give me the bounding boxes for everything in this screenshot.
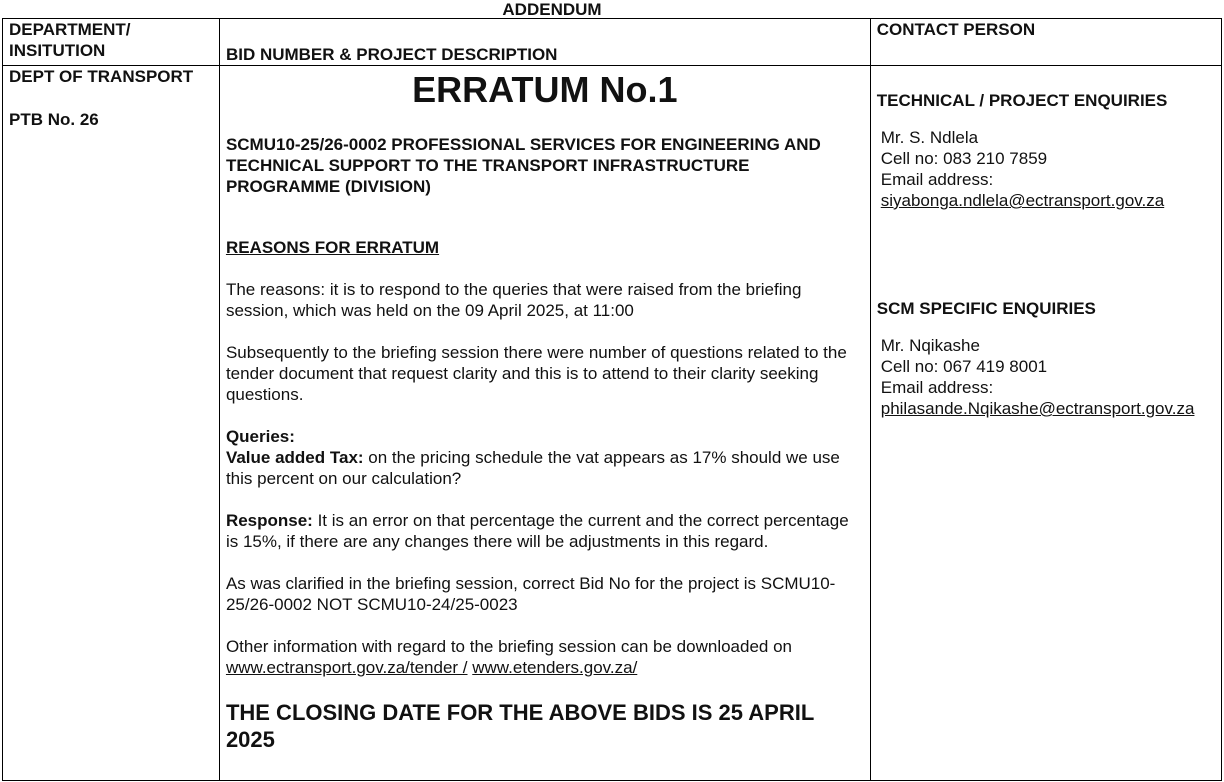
- technical-contact-cell: Cell no: 083 210 7859: [880, 149, 1048, 168]
- header-contact: CONTACT PERSON: [870, 19, 1221, 66]
- scm-contact: [877, 335, 1215, 419]
- ptb-number: PTB No. 26: [9, 110, 99, 129]
- vat-text: on the pricing schedule the vat appears as 17% should we use this percent on our calculation?: [225, 448, 840, 488]
- technical-contact: [877, 127, 1215, 211]
- header-department: DEPARTMENT/ INSITUTION: [3, 19, 220, 66]
- other-info-paragraph: [226, 636, 864, 678]
- response-paragraph: [226, 510, 864, 552]
- department-cell: [3, 66, 220, 781]
- scm-contact-name: Mr. Nqikashe: [880, 336, 980, 355]
- header-bid: BID NUMBER & PROJECT DESCRIPTION: [219, 19, 870, 66]
- queries-label: Queries:: [225, 427, 295, 446]
- reason-paragraph-1: The reasons: it is to respond to the queries that were raised from the briefing session, which was held on the 09 April 2025, at 11:00: [225, 280, 802, 320]
- reason-paragraph-2: Subsequently to the briefing session there were number of questions related to the tender document that request clarity and this is to attend to their clarity seeking questions.: [225, 343, 847, 404]
- vat-label: Value added Tax:: [225, 448, 364, 467]
- body-row: [3, 66, 1222, 781]
- reasons-heading: REASONS FOR ERRATUM: [225, 238, 440, 257]
- scm-email-label: Email address:: [880, 378, 994, 397]
- technical-email-label: Email address:: [880, 170, 994, 189]
- other-info-text: Other information with regard to the briefing session can be downloaded on: [225, 637, 793, 656]
- erratum-title: ERRATUM No.1: [412, 69, 678, 110]
- etenders-link[interactable]: www.etenders.gov.za/: [472, 658, 638, 677]
- response-label: Response:: [225, 511, 313, 530]
- header-row: [3, 19, 1222, 66]
- project-description: SCMU10-25/26-0002 PROFESSIONAL SERVICES FOR ENGINEERING AND TECHNICAL SUPPORT TO THE TRANSPORT INFRASTRUCTURE PROGRAMME (DIVISION): [225, 135, 821, 196]
- response-text: It is an error on that percentage the current and the correct percentage is 15%, if there are any changes there will be adjustments in this regard.: [225, 511, 849, 551]
- technical-contact-name: Mr. S. Ndlela: [880, 128, 979, 147]
- page-title: ADDENDUM: [502, 0, 602, 19]
- clarification-paragraph: As was clarified in the briefing session, correct Bid No for the project is SCMU10-25/26-0002 NOT SCMU10-24/25-0023: [225, 574, 836, 614]
- contact-cell: [870, 66, 1221, 781]
- bid-cell: [219, 66, 870, 781]
- closing-date-notice: THE CLOSING DATE FOR THE ABOVE BIDS IS 25 APRIL 2025: [225, 700, 814, 752]
- technical-enquiries-heading: TECHNICAL / PROJECT ENQUIRIES: [876, 91, 1168, 110]
- vat-query: [226, 447, 864, 489]
- scm-contact-cell: Cell no: 067 419 8001: [880, 357, 1048, 376]
- department-name: DEPT OF TRANSPORT: [9, 67, 194, 86]
- scm-email-link[interactable]: philasande.Nqikashe@ectransport.gov.za: [880, 399, 1195, 418]
- addendum-table: [2, 18, 1222, 781]
- technical-email-link[interactable]: siyabonga.ndlela@ectransport.gov.za: [880, 191, 1165, 210]
- scm-enquiries-heading: SCM SPECIFIC ENQUIRIES: [876, 299, 1096, 318]
- ectransport-tender-link[interactable]: www.ectransport.gov.za/tender /: [225, 658, 468, 677]
